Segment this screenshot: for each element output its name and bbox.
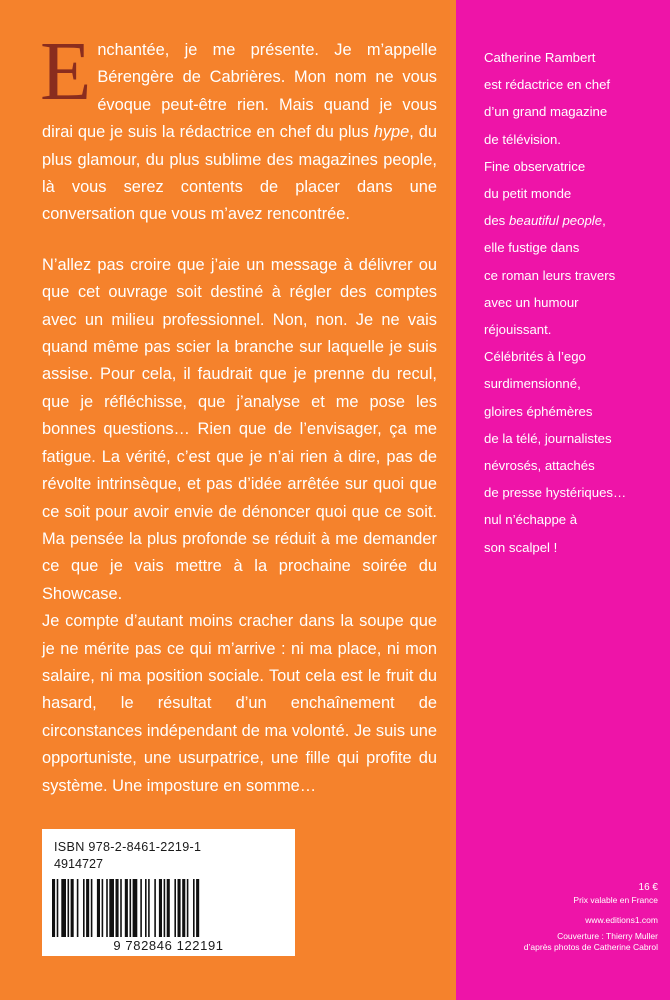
bio-line bbox=[484, 207, 662, 234]
blurb-paragraph-1 bbox=[40, 25, 437, 229]
barcode-code: 4914727 bbox=[54, 857, 104, 871]
blurb-text bbox=[40, 25, 437, 800]
barcode-image bbox=[52, 879, 285, 939]
paragraph-gap bbox=[42, 229, 437, 252]
barcode-box bbox=[42, 829, 295, 956]
price-spacer bbox=[458, 906, 658, 915]
bio-comma: , bbox=[602, 213, 606, 229]
blurb-paragraph-2: N’allez pas croire que j’aie un message à délivrer ou que cet ouvrage soit destiné à régler des comptes avec un milieu professionnel. Non, non. Je ne vais quand même pas scier la branche sur laquelle je suis assise. Pour cela, il faudrait que je prenne du recul, que je réfléchisse, que j’analyse et me pose les bonnes questions… Rien que de l’envisager, ça me fatigue. La vérité, c’est que je n’ai rien à dire, pas de révolte intrinsèque, et pas d’idée arrêtée sur quoi que ce soit pour avoir envie de dénoncer quoi que ce soit. Ma pensée la plus profonde se réduit à me demander ce que je vais mettre à la prochaine soirée du Showcase. bbox=[42, 255, 437, 603]
bio-line: de presse hystériques… bbox=[484, 485, 627, 501]
barcode-digits: 9 782846 122191 bbox=[113, 938, 224, 953]
bio-des-prefix: des bbox=[484, 213, 509, 229]
bio-line: Célébrités à l’ego bbox=[484, 349, 586, 365]
blurb-p1-part-a: nchantée, je me présente. Je m’appelle Bérengère de Cabrières. Mon nom ne vous évoque peut-être rien. Mais quand je vous dirai que je suis la rédactrice en chef du plus bbox=[42, 41, 437, 142]
cover-credit: Couverture : Thierry Muller bbox=[557, 931, 658, 941]
bio-line: avec un humour bbox=[484, 294, 579, 310]
price: 16 € bbox=[638, 882, 658, 893]
isbn-text: ISBN 978-2-8461-2219-1 bbox=[54, 840, 202, 854]
bio-line: ce roman leurs travers bbox=[484, 267, 616, 283]
bio-line: du petit monde bbox=[484, 186, 572, 202]
bio-line: nul n’échappe à bbox=[484, 512, 578, 528]
author-bio bbox=[484, 44, 662, 561]
drop-cap: E bbox=[40, 25, 92, 118]
blurb-p1-part-b: , du plus glamour, du plus sublime des magazines people, là vous serez contents de placer dans une conversation que vous m’avez rencontrée. bbox=[42, 123, 437, 224]
bio-line: elle fustige dans bbox=[484, 240, 580, 256]
blurb-paragraph-3: Je compte d’autant moins cracher dans la soupe que je ne mérite pas ce qui m’arrive : ni ma place, ni mon salaire, ni ma position sociale. Tout cela est le fruit du hasard, le résultat d’un enchaînement de circonstances indépendant de ma volonté. Je suis une opportuniste, une usurpatrice, une fille qui profite du système. Une imposture en somme… bbox=[42, 612, 437, 795]
blurb-p1-hype: hype bbox=[373, 123, 410, 142]
bio-line: gloires éphémères bbox=[484, 403, 593, 419]
bio-line: surdimensionné, bbox=[484, 376, 581, 392]
publisher-website: www.editions1.com bbox=[585, 915, 658, 925]
bio-line: Fine observatrice bbox=[484, 158, 586, 174]
price-block bbox=[458, 882, 658, 953]
bio-line: d’un grand magazine bbox=[484, 104, 608, 120]
bio-line: névrosés, attachés bbox=[484, 458, 595, 474]
bio-line: son scalpel ! bbox=[484, 539, 558, 555]
cover-credit: d’après photos de Catherine Cabrol bbox=[523, 942, 658, 952]
bio-line: est rédactrice en chef bbox=[484, 77, 611, 93]
bio-line: réjouissant. bbox=[484, 322, 552, 338]
bio-line: de la télé, journalistes bbox=[484, 430, 612, 446]
price-validity: Prix valable en France bbox=[573, 895, 658, 905]
bio-beautiful-people: beautiful people bbox=[508, 213, 603, 229]
bio-line: Catherine Rambert bbox=[484, 50, 596, 65]
bio-line: de télévision. bbox=[484, 131, 561, 147]
